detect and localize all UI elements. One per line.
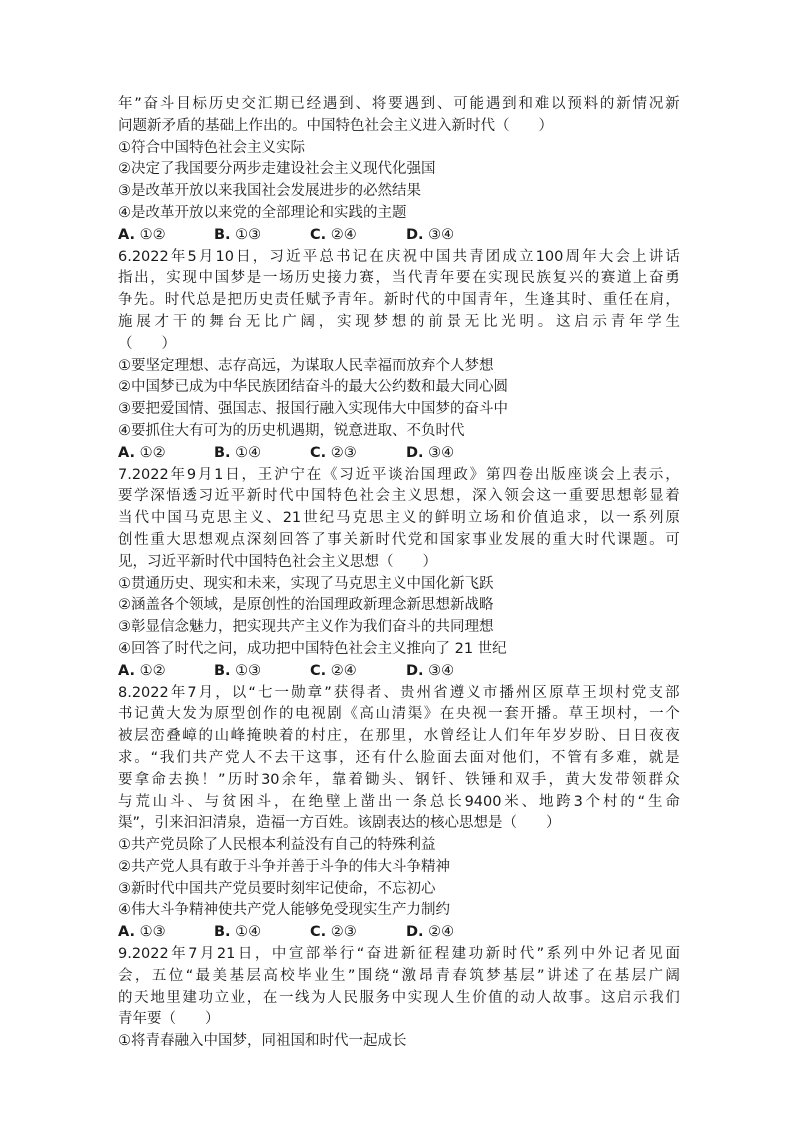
question-stem-line: 书 记 黄 大 发 为 原 型 创 作 的 电 视 剧 《 高 山 清 渠 》 在 央 视 一 套 开 播 。 草 王 坝 村 ， 一 个 [118,706,680,723]
choice-item: ②决定了我国要分两步走建设社会主义现代化强国 [118,161,436,178]
option-a: A. ①② [118,662,166,679]
option-d: D. ③④ [406,662,455,679]
choice-item: ④要抓住大有可为的历史机遇期，锐意进取、不负时代 [118,422,465,439]
answer-options [118,443,680,465]
question-stem-line: 年 ” 奋 斗 目 标 历 史 交 汇 期 已 经 遇 到 、 将 要 遇 到 、 可 能 遇 到 和 难 以 预 料 的 新 情 况 新 [118,96,680,112]
option-c: C. ②④ [310,662,357,679]
question-stem-line: 7.2022 年 9 月 1 日 ， 王 沪 宁 在 《 习 近 平 谈 治 国 理 政 》 第 四 卷 出 版 座 谈 会 上 表 示 ， [118,466,680,483]
choice-item: ①共产党员除了人民根本利益没有自己的特殊利益 [118,837,436,854]
option-b: B. ①③ [214,226,262,243]
choice-item: ②涵盖各个领域，是原创性的治国理政新理念新思想新战略 [118,597,494,614]
choice-item: ①将青春融入中国梦，同祖国和时代一起成长 [118,1033,407,1050]
option-b: B. ①③ [214,662,262,679]
question-stem-line: 问题新矛盾的基础上作出的。中国特色社会主义进入新时代（ ） [118,117,553,134]
answer-blank: （ ） [118,335,176,352]
question-stem-line: 争 先 。 时 代 总 是 把 历 史 责 任 赋 予 青 年 。 新 时 代 的 中 国 青 年 ， 生 逢 其 时 、 重 任 在 肩 ， [118,292,680,309]
option-c: C. ②③ [310,924,357,941]
question-stem-line: 当 代 中 国 马 克 思 主 义 、 21 世 纪 马 克 思 主 义 的 鲜 明 立 场 和 价 值 追 求 ， 以 一 系 列 原 [118,510,680,527]
option-a: A. ①② [118,444,166,461]
question-stem-line: 的 天 地 里 建 功 立 业 ， 在 一 线 为 人 民 服 务 中 实 现 人 生 价 值 的 动 人 故 事 。 这 启 示 我 们 [118,989,680,1006]
question-stem-line: 会 ， 五 位 “ 最 美 基 层 高 校 毕 业 生 ” 围 绕 “ 激 昂 青 春 筑 梦 基 层 ” 讲 述 了 在 基 层 广 阔 [118,967,680,984]
option-b: B. ①④ [214,444,262,461]
option-a: A. ①② [118,226,166,243]
question-7 [118,465,680,683]
question-stem-line: 9.2022 年 7 月 21 日 ， 中 宣 部 举 行 “ 奋 进 新 征 程 建 功 新 时 代 ” 系 列 中 外 记 者 见 面 [118,946,680,963]
question-stem-line: 被 层 峦 叠 嶂 的 山 峰 掩 映 着 的 村 庄 ， 在 那 里 ， 水 曾 经 让 人 们 年 年 岁 岁 盼 、 日 日 夜 夜 [118,728,680,745]
choice-item: ②中国梦已成为中华民族团结奋斗的最大公约数和最大同心圆 [118,379,508,396]
question-6 [118,247,680,465]
answer-options [118,661,680,683]
question-stem-line: 与 荒 山 斗 、 与 贫 困 斗 ， 在 绝 壁 上 凿 出 一 条 总 长 9400 米 、 地 跨 3 个 村 的 “ 生 命 [118,793,680,810]
choice-item: ④伟大斗争精神使共产党人能够免受现实生产力制约 [118,902,450,919]
question-stem-line: 施 展 才 干 的 舞 台 无 比 广 阔 ， 实 现 梦 想 的 前 景 无 比 光 明 。 这 启 示 青 年 学 生 [118,313,680,330]
choice-item: ③是改革开放以来我国社会发展进步的必然结果 [118,183,421,200]
choice-item: ③彰显信念魅力，把实现共产主义作为我们奋斗的共同理想 [118,619,494,636]
question-stem-line: 8.2022 年 7 月 ， 以 “ 七 一 勋 章 ” 获 得 者 、 贵 州 省 遵 义 市 播 州 区 原 草 王 坝 村 党 支 部 [118,684,680,701]
exam-page [118,94,680,1053]
choice-item: ①贯通历史、现实和未来，实现了马克思主义中国化新飞跃 [118,575,494,592]
choice-item: ④回答了时代之问，成功把中国特色社会主义推向了 21 世纪 [118,640,507,657]
choice-item: ③新时代中国共产党员要时刻牢记使命，不忘初心 [118,880,436,897]
option-b: B. ①④ [214,924,262,941]
question-stem-line: 见，习近平新时代中国特色社会主义思想（ ） [118,553,437,570]
question-9 [118,944,680,1053]
choice-item: ①要坚定理想、志存高远，为谋取人民幸福而放弃个人梦想 [118,357,494,374]
option-c: C. ②③ [310,444,357,461]
choice-item: ④是改革开放以来党的全部理论和实践的主题 [118,204,407,221]
question-stem-line: 渠”，引来汩汩清泉，造福一方百姓。该剧表达的核心思想是（ ） [118,815,561,832]
answer-options [118,922,680,944]
choice-item: ①符合中国特色社会主义实际 [118,139,305,156]
option-d: D. ③④ [406,226,455,243]
question-stem-line: 求 。 “ 我 们 共 产 党 人 不 去 干 这 事 ， 还 有 什 么 脸 面 去 面 对 他 们 ， 不 管 有 多 难 ， 就 是 [118,749,680,766]
option-d: D. ②④ [406,924,455,941]
choice-item: ②共产党人具有敢于斗争并善于斗争的伟大斗争精神 [118,858,450,875]
option-a: A. ①③ [118,924,166,941]
question-stem-line: 要 拿 命 去 换 ！ ” 历 时 30 余 年 ， 靠 着 锄 头 、 钢 钎 、 铁 锤 和 双 手 ， 黄 大 发 带 领 群 众 [118,771,680,788]
answer-options [118,225,680,247]
option-c: C. ②④ [310,226,357,243]
choice-item: ③要把爱国情、强国志、报国行融入实现伟大中国梦的奋斗中 [118,401,508,418]
question-stem-line: 指 出 ， 实 现 中 国 梦 是 一 场 历 史 接 力 赛 ， 当 代 青 年 要 在 实 现 民 族 复 兴 的 赛 道 上 奋 勇 [118,270,680,287]
question-8 [118,683,680,945]
question-5-continuation [118,94,680,247]
option-d: D. ③④ [406,444,455,461]
question-stem-line: 要 学 深 悟 透 习 近 平 新 时 代 中 国 特 色 社 会 主 义 思 想 ， 深 入 领 会 这 一 重 要 思 想 彰 显 着 [118,488,680,505]
question-stem-line: 6.2022 年 5 月 10 日 ， 习 近 平 总 书 记 在 庆 祝 中 国 共 青 团 成 立 100 周 年 大 会 上 讲 话 [118,248,680,265]
question-stem-line: 创 性 重 大 思 想 观 点 深 刻 回 答 了 事 关 新 时 代 党 和 国 家 事 业 发 展 的 重 大 时 代 课 题 。 可 [118,531,680,548]
question-stem-line: 青年要（ ） [118,1011,220,1028]
